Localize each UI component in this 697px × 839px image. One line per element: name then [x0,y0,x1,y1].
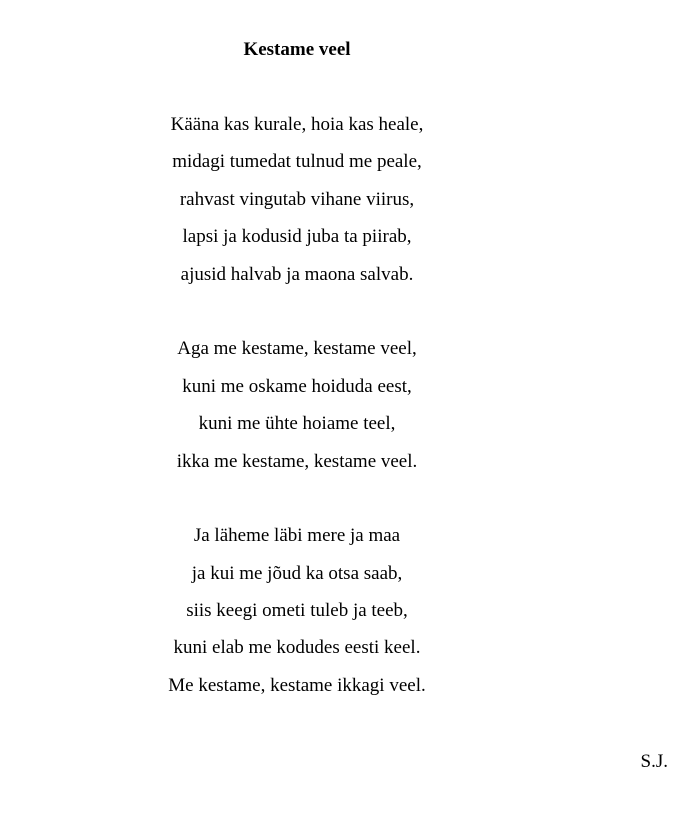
poem-line: midagi tumedat tulnud me peale, [172,151,422,173]
poem-line: lapsi ja kodusid juba ta piirab, [182,226,412,248]
signature: S.J. [640,751,668,772]
stanza-gap [0,300,594,337]
poem-line: rahvast vingutab vihane viirus, [179,188,415,210]
poem-line: Käänа kas kurale, hoia kas heale, [170,114,424,135]
stanza [0,524,594,711]
poem-line: kuni elab me kodudes eesti keel. [173,637,421,659]
poem-line: ajusid halvab ja maona salvab. [180,263,414,285]
stanza-gap [0,487,594,524]
poem-title: Kestame veel [243,39,351,60]
stanza [0,337,594,487]
poem-line: siis keegi ometi tuleb ja teeb, [186,600,408,622]
poem-line: ikka me kestame, kestame veel. [176,450,418,472]
poem-line: ja kui me jõud ka otsa saab, [191,562,403,584]
poem-line: Aga me kestame, kestame veel, [177,338,417,360]
poem-line: kuni me oskame hoiduda eest, [182,375,412,397]
stanza [0,113,594,300]
poem-body [0,113,594,711]
poem-line: Ja läheme läbi mere ja maa [193,525,401,547]
poem-line: Me kestame, kestame ikkagi veel. [168,674,426,696]
poem-line: kuni me ühte hoiame teel, [198,413,396,435]
